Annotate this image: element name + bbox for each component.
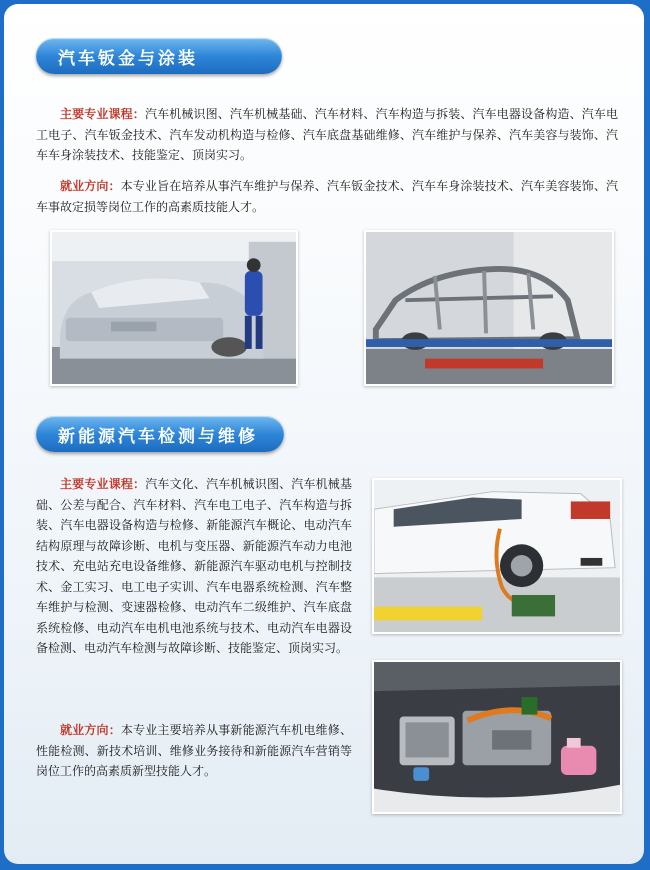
- career-text: 本专业主要培养从事新能源汽车机电维修、性能检测、新技术培训、维修业务接待和新能源汽车营销等岗位工作的高素质新型技能人才。: [36, 723, 352, 778]
- ev-charging-photo: [372, 478, 622, 634]
- course-paragraph: [36, 104, 618, 166]
- career-paragraph: [36, 720, 352, 782]
- career-text: 本专业旨在培养从事汽车维护与保养、汽车钣金技术、汽车车身涂装技术、汽车美容装饰、汽车事故定损等岗位工作的高素质技能人才。: [36, 179, 618, 214]
- courses-label: 主要专业课程：: [60, 477, 146, 491]
- career-label: 就业方向：: [60, 723, 121, 737]
- section-title-banner: [36, 416, 284, 452]
- painting-booth-photo: [50, 230, 298, 386]
- ev-engine-bay-photo: [372, 660, 622, 814]
- section-title-banner: [36, 38, 282, 74]
- courses-text: 汽车文化、汽车机械识图、汽车机械基础、公差与配合、汽车材料、汽车电工电子、汽车构造与拆装、汽车电器设备构造与检修、新能源汽车概论、电动汽车结构原理与故障诊断、电机与变压器、新能源汽车动力电池技术、充电站充电设备维修、新能源汽车驱动电机与控制技术、金工实习、电工电子实训、汽车电器系统检测、汽车整车维护与检测、变速器检修、电动汽车二级维护、汽车底盘系统检修、电动汽车电机电池系统与技术、电动汽车电器设备检测、电动汽车检测与故障诊断、技能鉴定、顶岗实习。: [36, 477, 352, 655]
- section-title: 新能源汽车检测与维修: [58, 426, 258, 447]
- car-body-frame-photo: [364, 230, 614, 386]
- section-title: 汽车钣金与涂装: [58, 48, 198, 69]
- courses-label: 主要专业课程：: [60, 107, 145, 121]
- courses-text: 汽车机械识图、汽车机械基础、汽车材料、汽车构造与拆装、汽车电器设备构造、汽车电工电子、汽车钣金技术、汽车发动机构造与检修、汽车底盘基础维修、汽车维护与保养、汽车美容与装饰、汽车车身涂装技术、技能鉴定、顶岗实习。: [36, 107, 618, 162]
- course-paragraph: [36, 474, 352, 659]
- career-paragraph: [36, 176, 618, 217]
- career-label: 就业方向：: [60, 179, 121, 193]
- brochure-page: [4, 4, 644, 864]
